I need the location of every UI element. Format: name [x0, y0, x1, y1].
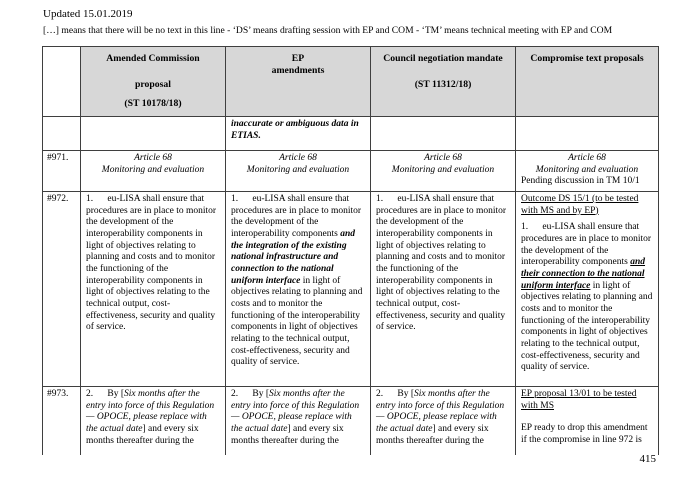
header-council-negotiation-mandate: Council negotiation mandate (ST 11312/18) [371, 47, 516, 117]
table-row-973 [43, 387, 659, 455]
table-row-continuation [43, 117, 659, 151]
cell-compromise: Outcome DS 15/1 (to be tested with MS and by EP) 1. eu-LISA shall ensure that procedures are in place to monitor the development of the interoperability components and their connection to the national uniform interface in light of objectives relating to planning and costs and to monitor the functioning of the interoperability components in light of objectives relating to the technical output, cost-effectiveness, security and quality of service. [516, 192, 659, 387]
cell-council-mandate: 1. eu-LISA shall ensure that procedures are in place to monitor the development of the interoperability components in light of objectives relating to planning and costs and to monitor the functioning of the interoperability components in light of objectives relating to the technical output, cost-effectiveness, security and quality of service. [371, 192, 516, 387]
updated-date-line: Updated 15.01.2019 [43, 8, 133, 20]
row-number-cell: #971. [43, 151, 81, 192]
comparison-table [42, 46, 659, 455]
page-number: 415 [639, 453, 656, 465]
cell-council-mandate: 2. By [Six months after the entry into force of this Regulation — OPOCE, please replace with the actual date] and every six months thereafter during the [371, 387, 516, 455]
legend-note-line: […] means that there will be no text in this line - ‘DS’ means drafting session with EP and COM - ‘TM’ means technical meeting with EP and COM [43, 25, 613, 36]
cell-amended-commission: 1. eu-LISA shall ensure that procedures are in place to monitor the development of the interoperability components in light of objectives relating to planning and costs and to monitor the functioning of the interoperability components in light of objectives relating to the technical output, cost-effectiveness, security and quality of service. [81, 192, 226, 387]
cell-amended-commission: Article 68 Monitoring and evaluation [81, 151, 226, 192]
cell-ep-amendments: 1. eu-LISA shall ensure that procedures are in place to monitor the development of the interoperability components and the integration of the existing national infrastructure and connection to the national uniform interface in light of objectives relating to planning and costs and to monitor the functioning of the interoperability components in light of objectives relating to the technical output, cost-effectiveness, security and quality of service. [226, 192, 371, 387]
cell-ep-amendments: 2. By [Six months after the entry into force of this Regulation — OPOCE, please replace with the actual date] and every six months thereafter during the [226, 387, 371, 455]
header-ep-amendments: EP amendments [226, 47, 371, 117]
row-number-cell: #972. [43, 192, 81, 387]
cell-ep-amendments: inaccurate or ambiguous data in ETIAS. [226, 117, 371, 151]
cell-compromise: Article 68 Monitoring and evaluation Pending discussion in TM 10/1 [516, 151, 659, 192]
cell-compromise: EP proposal 13/01 to be tested with MS EP ready to drop this amendment if the compromise in line 972 is [516, 387, 659, 455]
cell-compromise [516, 117, 659, 151]
cell-council-mandate: Article 68 Monitoring and evaluation [371, 151, 516, 192]
header-amended-commission-proposal: Amended Commission proposal (ST 10178/18) [81, 47, 226, 117]
table-row-971 [43, 151, 659, 192]
cell-ep-amendments: Article 68 Monitoring and evaluation [226, 151, 371, 192]
row-number-cell [43, 117, 81, 151]
comparison-table-container [42, 46, 660, 455]
header-row-number-cell [43, 47, 81, 117]
row-number-cell: #973. [43, 387, 81, 455]
table-header-row [43, 47, 659, 117]
cell-amended-commission [81, 117, 226, 151]
header-compromise-text-proposals: Compromise text proposals [516, 47, 659, 117]
table-row-972 [43, 192, 659, 387]
cell-amended-commission: 2. By [Six months after the entry into force of this Regulation — OPOCE, please replace with the actual date] and every six months thereafter during the [81, 387, 226, 455]
cell-council-mandate [371, 117, 516, 151]
